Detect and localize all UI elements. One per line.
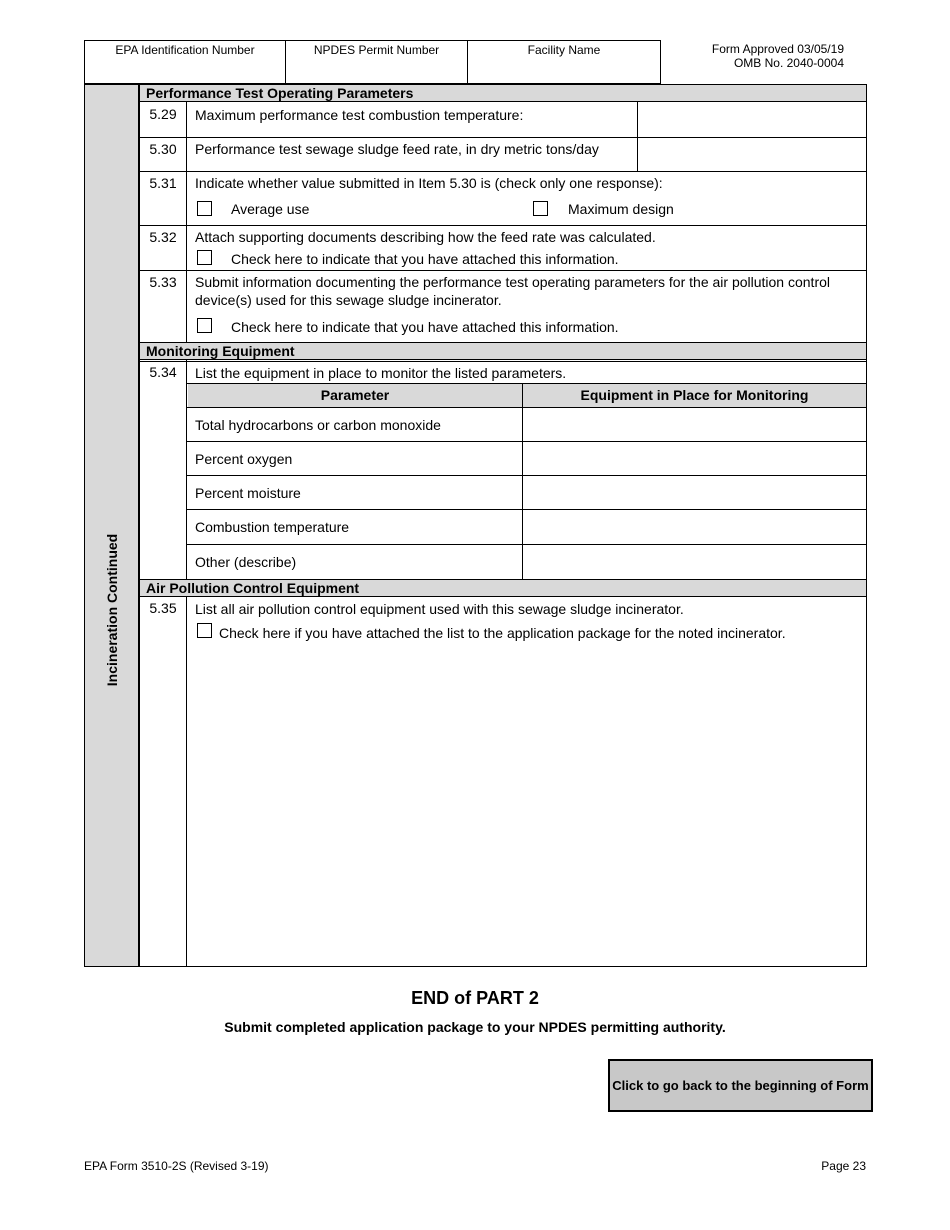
item-number-5-35: 5.35	[149, 600, 177, 616]
end-of-part-instruction: Submit completed application package to your NPDES permitting authority.	[224, 1019, 726, 1035]
feed-rate-field[interactable]	[638, 138, 866, 171]
operating-parameters-checkbox[interactable]	[197, 318, 212, 333]
item-number-5-33: 5.33	[149, 274, 177, 290]
item-text-5-32: Attach supporting documents describing how the feed rate was calculated.	[195, 229, 656, 245]
side-section-label: Incineration Continued	[104, 533, 120, 687]
item-text-5-34: List the equipment in place to monitor the listed parameters.	[195, 365, 567, 381]
air-pollution-equipment-textarea[interactable]	[188, 645, 866, 966]
average-use-checkbox[interactable]	[197, 201, 212, 216]
epa-id-label: EPA Identification Number	[84, 40, 286, 84]
item-text-5-35: List all air pollution control equipment used with this sewage sludge incinerator.	[195, 601, 684, 617]
form-approval-info	[662, 40, 844, 84]
average-use-label: Average use	[231, 201, 310, 217]
item-text-5-30: Performance test sewage sludge feed rate, in dry metric tons/day	[195, 141, 599, 157]
column-header-equipment: Equipment in Place for Monitoring	[523, 384, 866, 407]
table-row: Other (describe)	[195, 554, 297, 570]
table-row: Percent moisture	[195, 485, 301, 501]
section-monitoring-header: Monitoring Equipment	[139, 342, 867, 360]
equipment-field-hydrocarbons[interactable]	[523, 408, 866, 441]
feed-rate-docs-label: Check here to indicate that you have attached this information.	[231, 251, 619, 267]
air-pollution-list-checkbox[interactable]	[197, 623, 212, 638]
facility-name-label: Facility Name	[467, 40, 661, 84]
omb-number: OMB No. 2040-0004	[733, 56, 844, 70]
combustion-temperature-field[interactable]	[638, 103, 866, 137]
equipment-field-oxygen[interactable]	[523, 442, 866, 475]
maximum-design-label: Maximum design	[568, 201, 674, 217]
table-row: Combustion temperature	[195, 519, 350, 535]
item-number-5-31: 5.31	[149, 175, 177, 191]
page-number-footer: Page 23	[821, 1159, 866, 1173]
section-air-pollution-header: Air Pollution Control Equipment	[139, 579, 867, 597]
item-text-5-31: Indicate whether value submitted in Item 5.30 is (check only one response):	[195, 175, 663, 191]
item-text-5-33: Submit information documenting the performance test operating parameters for the air pollution control device(s) used for this sewage sludge incinerator.	[195, 274, 831, 308]
equipment-field-other[interactable]	[523, 545, 866, 579]
form-approved-date: Form Approved 03/05/19	[711, 42, 844, 56]
equipment-field-moisture[interactable]	[523, 476, 866, 509]
form-number-footer: EPA Form 3510-2S (Revised 3-19)	[84, 1159, 269, 1173]
npdes-permit-label: NPDES Permit Number	[285, 40, 468, 84]
end-of-part-title: END of PART 2	[411, 988, 539, 1008]
maximum-design-checkbox[interactable]	[533, 201, 548, 216]
feed-rate-docs-checkbox[interactable]	[197, 250, 212, 265]
column-header-parameter: Parameter	[188, 384, 522, 407]
equipment-field-temperature[interactable]	[523, 510, 866, 544]
operating-parameters-label: Check here to indicate that you have attached this information.	[231, 319, 619, 335]
item-text-5-29: Maximum performance test combustion temperature:	[195, 107, 524, 123]
row-divider	[139, 361, 867, 362]
table-row: Total hydrocarbons or carbon monoxide	[195, 417, 441, 433]
item-number-5-29: 5.29	[149, 106, 177, 122]
item-number-5-30: 5.30	[149, 141, 177, 157]
table-row: Percent oxygen	[195, 451, 293, 467]
row-divider	[139, 270, 867, 271]
section-performance-header: Performance Test Operating Parameters	[139, 84, 867, 102]
item-number-5-32: 5.32	[149, 229, 177, 245]
row-divider	[139, 225, 867, 226]
row-divider	[139, 171, 867, 172]
air-pollution-list-label: Check here if you have attached the list to the application package for the noted incinerator.	[219, 625, 786, 641]
back-to-beginning-button[interactable]: Click to go back to the beginning of Form	[608, 1059, 873, 1112]
item-number-5-34: 5.34	[149, 364, 177, 380]
side-section-bar	[84, 84, 139, 967]
